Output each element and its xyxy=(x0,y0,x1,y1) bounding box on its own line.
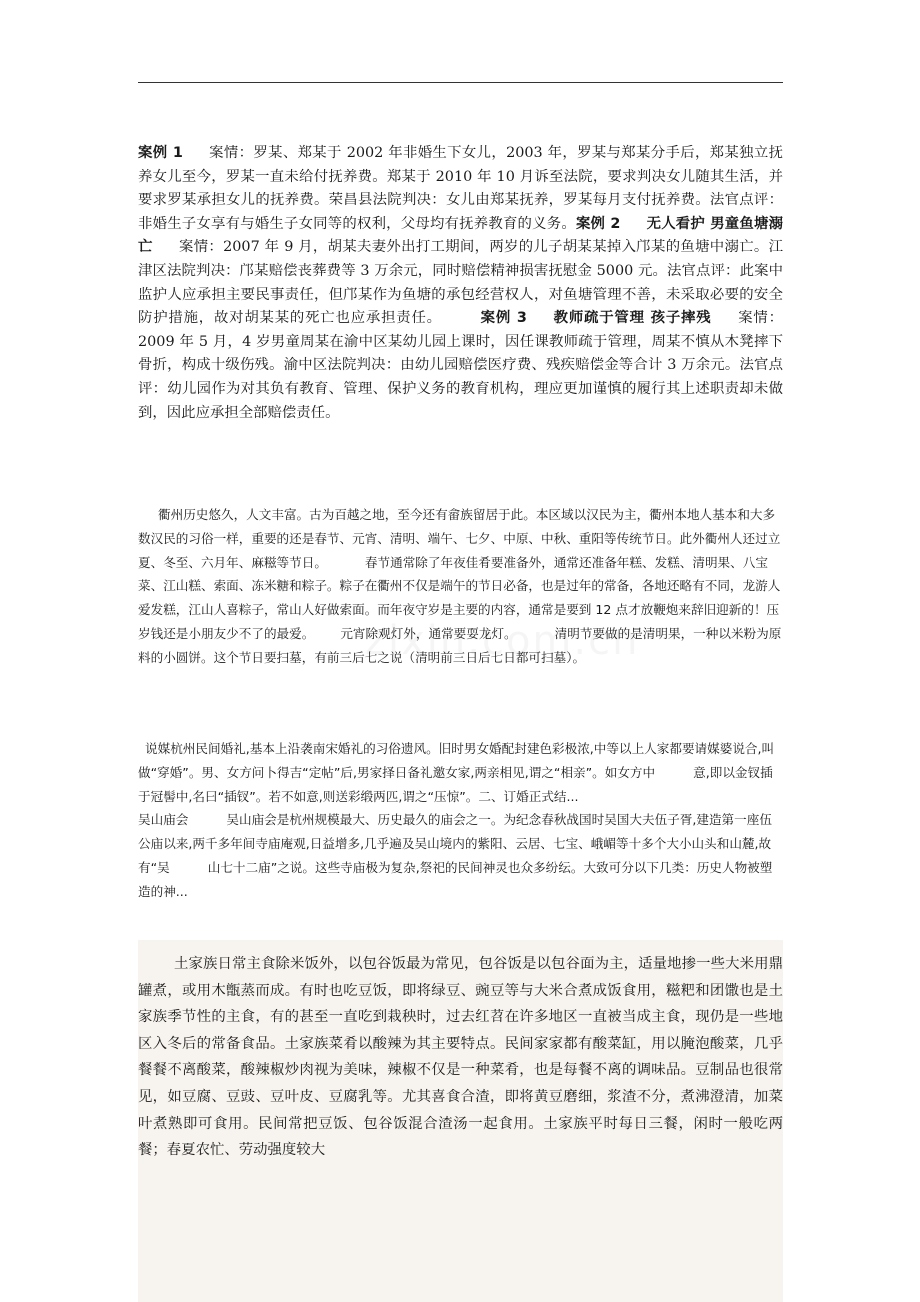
wushan-temple-fair-label: 吴山庙会 xyxy=(138,812,189,828)
case1-label: 案例 1 xyxy=(138,145,183,161)
hangzhou-wedding-intro: 说媒杭州民间婚礼,基本上沿袭南宋婚礼的习俗遗风。旧时男女婚配封建色彩极浓,中等以上人家都要请媒婆说合,叫做“穿婚”。男、女方问卜得吉“定帖”后,男家择日备礼邀女家,两亲相见,谓之“相亲”。如女方中 xyxy=(138,741,775,780)
quzhou-spring-festival: 春节通常除了年夜佳肴要准备外，通常还准备年糕、发糕、清明果、八宝菜、江山糕、索面、冻米糖和粽子。粽子在衢州不仅是端午的节日必备，也是过年的常备，各地还略有不同，龙游人爱发糕，江山人喜粽子，常山人好做索面。而年夜守岁是主要的内容，通常是要到 12 点才放鞭炮来辞旧迎新的！压岁钱还是小朋友少不了的最爱。 xyxy=(138,554,781,641)
wushan-temple-fair-text-cont: 山七十二庙”之说。这些寺庙极为复杂,祭祀的民间神灵也众多纷纭。大致可分以下几类：历史人物被塑造的神... xyxy=(138,859,773,899)
case3-text: 案情：2009 年 5 月，4 岁男童周某在渝中区某幼儿园上课时，因任课教师疏于管理，周某不慎从木凳摔下骨折，构成十级伤残。渝中区法院判决：由幼儿园赔偿医疗费、残疾赔偿金等合计 3 万余元。法官点评：幼儿园作为对其负有教育、管理、保护义务的教育机构，理应更加谨慎的履行其上述职责却未做到，因此应承担全部赔偿责任。 xyxy=(138,310,783,421)
case2-text: 案情：2007 年 9 月，胡某夫妻外出打工期间，两岁的儿子胡某某掉入邝某的鱼塘中溺亡。江津区法院判决：邝某赔偿丧葬费等 3 万余元，同时赔偿精神损害抚慰金 5000 元。法官点评：此案中监护人应承担主要民事责任，但邝某作为鱼塘的承包经营权人，对鱼塘管理不善，未采取必要的安全防护措施，故对胡某某的死亡也应承担责任。 xyxy=(138,239,783,327)
case2-title: 无人看护 男童鱼塘溺亡 xyxy=(138,215,783,256)
case3-title: 教师疏于管理 孩子摔残 xyxy=(552,310,712,327)
quzhou-intro: 衢州历史悠久，人文丰富。古为百越之地，至今还有畲族留居于此。本区域以汉民为主，衢州本地人基本和大多数汉民的习俗一样，重要的还是春节、元宵、清明、端午、七夕、中原、中秋、重阳等传统节日。此外衢州人还过立夏、冬至、六月年、麻糍等节日。 xyxy=(138,507,781,570)
header-rule xyxy=(138,82,783,83)
wushan-temple-fair-text: 吴山庙会是杭州规模最大、历史最久的庙会之一。为纪念春秋战国时吴国大夫伍子胥,建造第一座伍公庙以来,两千多年间寺庙庵观,日益增多,几乎遍及吴山境内的紫阳、云居、七宝、峨嵋等十多个大小山头和山麓,故有“吴 xyxy=(138,812,772,875)
quzhou-lantern-festival: 元宵除观灯外，通常要耍龙灯。 xyxy=(340,625,517,641)
case1-text: 案情：罗某、郑某于 2002 年非婚生下女儿，2003 年，罗某与郑某分手后，郑某独立抚养女儿至今，罗某一直未给付抚养费。郑某于 2010 年 10 月诉至法院，要求判决女儿随其生活，并要求罗某承担女儿的抚养费。荣昌县法院判决：女儿由郑某抚养，罗某每月支付抚养费。法官点评：非婚生子女享有与婚生子女同等的权利，父母均有抚养教育的义务。 xyxy=(138,145,783,232)
quzhou-qingming: 清明节要做的是清明果，一种以米粉为原料的小圆饼。这个节日要扫墓，有前三后七之说（清明前三日后七日都可扫墓）。 xyxy=(138,625,782,665)
hangzhou-wedding-intro-cont: 意,即以金钗插于冠髻中,名曰“插钗”。若不如意,则送彩缎两匹,谓之“压惊”。二、订婚正式结... xyxy=(138,764,773,804)
case2-label: 案例 2 xyxy=(575,215,621,232)
tujia-food-paragraph: 土家族日常主食除米饭外，以包谷饭最为常见，包谷饭是以包谷面为主，适量地掺一些大米用鼎罐煮，或用木甑蒸而成。有时也吃豆饭，即将绿豆、豌豆等与大米合煮成饭食用，糍粑和团馓也是土家族季节性的主食，有的甚至一直吃到栽秧时，过去红苕在许多地区一直被当成主食，现仍是一些地区入冬后的常备食品。土家族菜肴以酸辣为其主要特点。民间家家都有酸菜缸，用以腌泡酸菜，几乎餐餐不离酸菜，酸辣椒炒肉视为美味，辣椒不仅是一种菜肴，也是每餐不离的调味品。豆制品也很常见，如豆腐、豆豉、豆叶皮、豆腐乳等。尤其喜食合渣，即将黄豆磨细，浆渣不分，煮沸澄清，加菜叶煮熟即可食用。民间常把豆饭、包谷饭混合渣汤一起食用。土家族平时每日三餐，闲时一般吃两餐；春夏农忙、劳动强度较大 xyxy=(138,956,783,1159)
legal-cases-section xyxy=(138,142,783,425)
watermark xyxy=(365,618,639,664)
hangzhou-customs-section xyxy=(138,737,783,904)
case3-label: 案例 3 xyxy=(479,310,527,327)
